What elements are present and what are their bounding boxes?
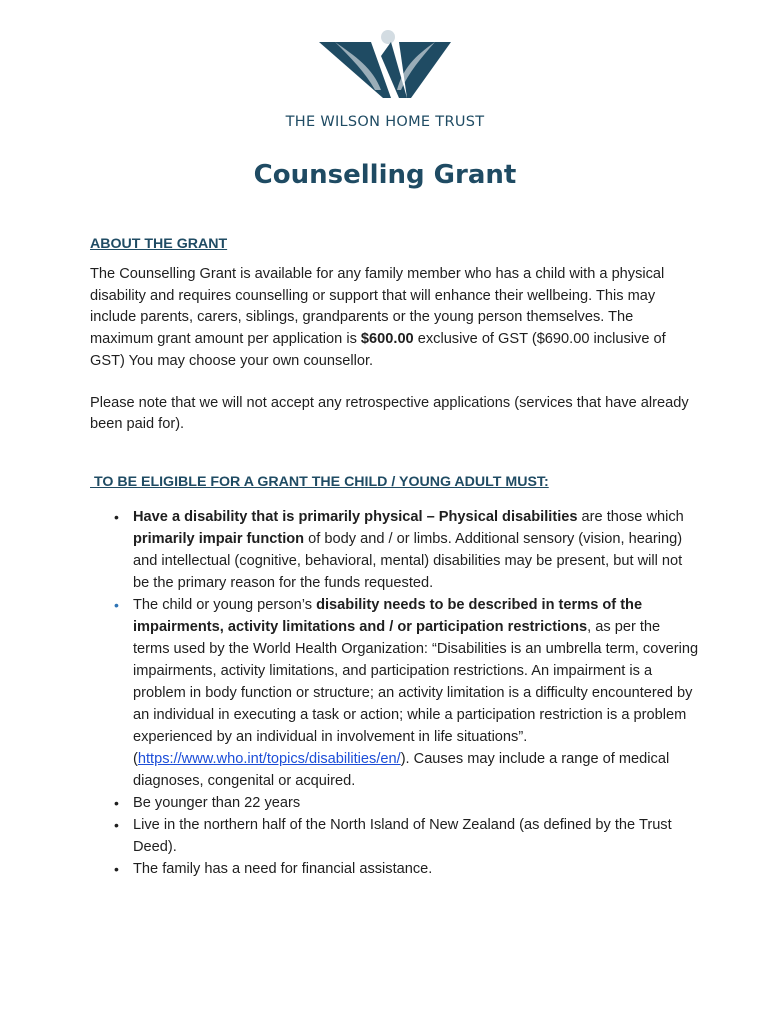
b2-text-3: ). Causes may include a range of medical diagnoses, congenital or acquired.: [133, 750, 670, 789]
eligibility-heading: TO BE ELIGIBLE FOR A GRANT THE CHILD / YOUNG ADULT MUST:: [90, 473, 549, 490]
org-name: THE WILSON HOME TRUST: [285, 114, 485, 130]
bullet-icon: •: [114, 816, 119, 833]
page-title: Counselling Grant: [253, 160, 517, 190]
wilson-home-trust-logo-icon: [315, 28, 455, 108]
list-item: [90, 858, 700, 880]
b2-text-1: The child or young person’s: [133, 596, 317, 613]
bullet-icon: •: [114, 794, 119, 811]
about-p1-text-a: The Counselling Grant is available for any family member who has a child with a physical disability and requires counselling or support that will enhance their wellbeing. This may include parents, carers, siblings, grandparents or the young person themselves. The maximum grant amount per application is: [90, 266, 665, 348]
b2-bold: disability needs to be described in terms of the impairments, activity limitations and / or participation restrictions: [133, 596, 643, 635]
logo: [0, 28, 770, 130]
bullet-icon: •: [114, 508, 119, 525]
b1-bold-1: Have a disability that is primarily physical – Physical disabilities: [133, 508, 578, 525]
b1-text-1: are those which: [577, 508, 684, 525]
document-body: [90, 236, 700, 880]
b1-bold-2: primarily impair function: [133, 530, 305, 547]
bullet-icon: •: [114, 596, 119, 613]
b1-text-2: of body and / or limbs. Additional sensory (vision, hearing) and intellectual (cognitive, behavioral, mental) disabilities may be present, but will not be the primary reason for the funds requested.: [133, 530, 683, 591]
about-paragraph-1: [90, 264, 700, 373]
b4-text: Live in the northern half of the North Island of New Zealand (as defined by the Trust Deed).: [133, 816, 672, 855]
b5-text: The family has a need for financial assistance.: [133, 860, 433, 877]
eligibility-list: [90, 506, 700, 880]
list-item: [90, 792, 700, 814]
b3-text: Be younger than 22 years: [133, 794, 301, 811]
list-item: [90, 814, 700, 858]
about-paragraph-2: Please note that we will not accept any retrospective applications (services that have already been paid for).: [90, 394, 689, 433]
b2-text-2: , as per the terms used by the World Health Organization: “Disabilities is an umbrella term, covering impairments, activity limitations, and participation restrictions. An impairment is a problem in body function or structure; an activity limitation is a difficulty encountered by an individual in executing a task or action; while a participation restriction is a problem experienced by an individual in involvement in life situations”. (: [133, 618, 699, 767]
list-item: [90, 594, 700, 792]
about-p1-text-b: exclusive of GST ($690.00 inclusive of GST) You may choose your own counsellor.: [90, 331, 666, 369]
who-link[interactable]: https://www.who.int/topics/disabilities/en/: [137, 750, 401, 767]
about-heading: ABOUT THE GRANT: [90, 236, 228, 252]
list-item: [90, 506, 700, 594]
grant-amount: $600.00: [360, 331, 414, 348]
bullet-icon: •: [114, 860, 119, 877]
